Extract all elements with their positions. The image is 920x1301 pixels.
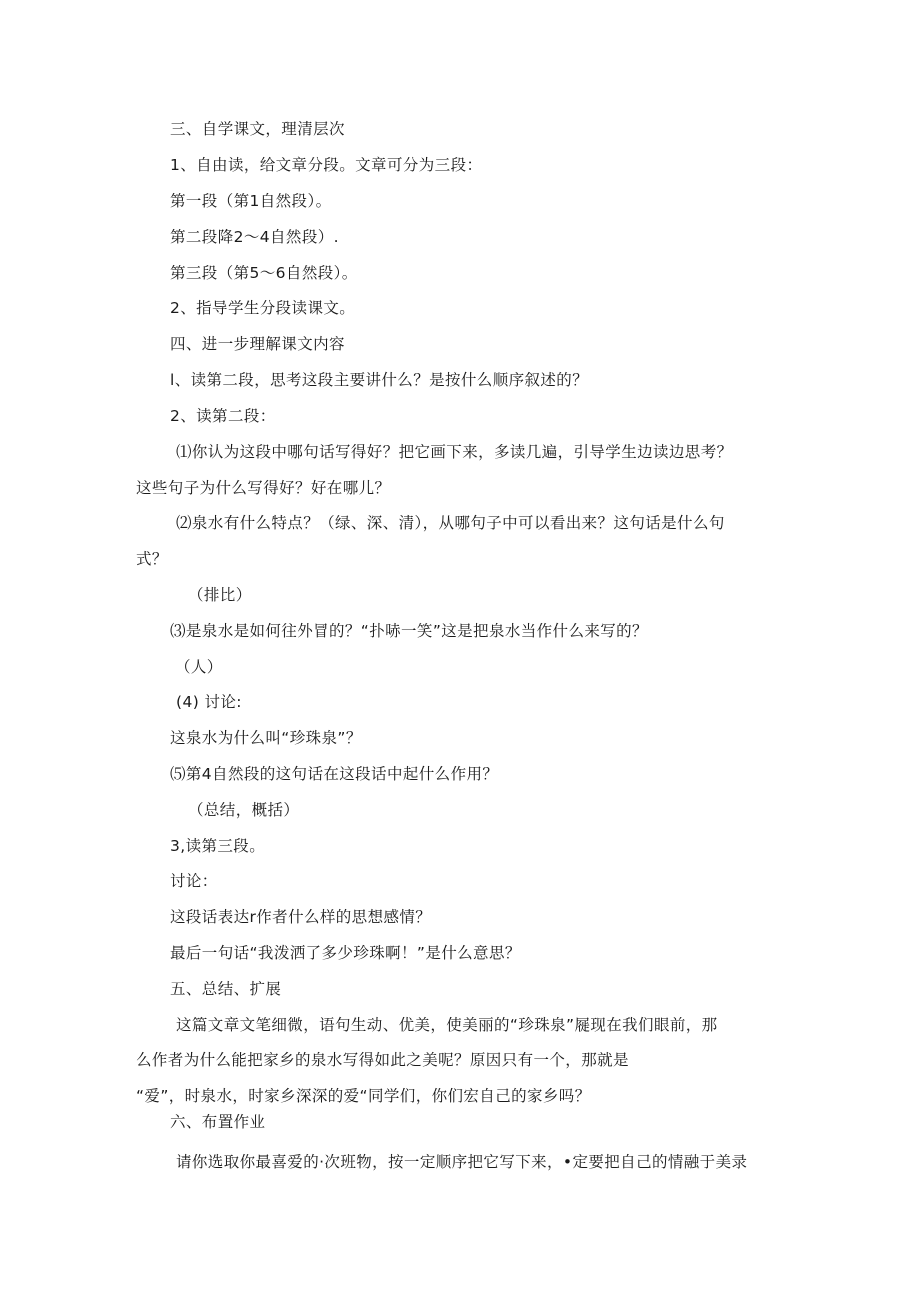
paragraph-line: 最后一句话“我泼洒了多少珍珠啊！”是什么意思？ (170, 944, 521, 962)
paragraph-line: ⑶是泉水是如何往外冒的？“扑哧一笑”这是把泉水当作什么来写的？ (170, 622, 648, 640)
heading-section-3: 三、自学课文，理清层次 (170, 120, 345, 138)
paragraph-line: （总结，概括） (188, 801, 300, 819)
heading-section-5: 五、总结、扩展 (170, 980, 282, 998)
paragraph-line: 3,读第三段。 (170, 837, 266, 855)
paragraph-line: 第三段（第5～6自然段）。 (170, 264, 358, 282)
paragraph-line: ⑸第4自然段的这句话在这段话中起什么作用？ (170, 765, 499, 783)
paragraph-line: 第二段降2～4自然段）. (170, 228, 339, 246)
paragraph-line: (4) 讨论: (176, 693, 242, 711)
paragraph-line: 1、自由读，给文章分段。文章可分为三段： (170, 156, 483, 174)
paragraph-line: 么作者为什么能把家乡的泉水写得如此之美呢？原因只有一个，那就是 (136, 1051, 629, 1069)
paragraph-line: 这段话表达r作者什么样的思想感情？ (170, 908, 432, 926)
paragraph-line: 这些句子为什么写得好？好在哪儿？ (136, 479, 391, 497)
paragraph-line: 讨论： (170, 872, 218, 890)
paragraph-line: 2、读第二段： (170, 407, 276, 425)
paragraph-line: 这泉水为什么叫“珍珠泉”？ (170, 729, 362, 747)
paragraph-line: （排比） (188, 586, 252, 604)
paragraph-line: 第一段（第1自然段）。 (170, 192, 332, 210)
heading-section-6: 六、布置作业 (170, 1113, 266, 1131)
paragraph-line: 式？ (136, 550, 168, 568)
heading-section-4: 四、进一步理解课文内容 (170, 335, 345, 353)
paragraph-line: 2、指导学生分段读课文。 (170, 299, 356, 317)
paragraph-line: ⑵泉水有什么特点？（绿、深、清），从哪句子中可以看出来？这句话是什么句 (176, 514, 725, 532)
paragraph-line: 这篇文章文笔细微，语句生动、优美，使美丽的“珍珠泉”屣现在我们眼前，那 (176, 1016, 718, 1034)
paragraph-line: 请你选取你最喜爱的·次班物，按一定顺序把它写下来，•定要把自己的情融于美录 (176, 1153, 748, 1171)
paragraph-line: ⑴你认为这段中哪句话写得好？把它画下来，多读几遍，引导学生边读边思考？ (176, 443, 733, 461)
paragraph-line: “爱”，时泉水，时家乡深深的爱“同学们，你们宏自己的家乡吗？ (136, 1087, 591, 1105)
paragraph-line: （人） (175, 658, 223, 676)
paragraph-line: l、读第二段，思考这段主要讲什么？是按什么顺序叙述的？ (170, 371, 589, 389)
